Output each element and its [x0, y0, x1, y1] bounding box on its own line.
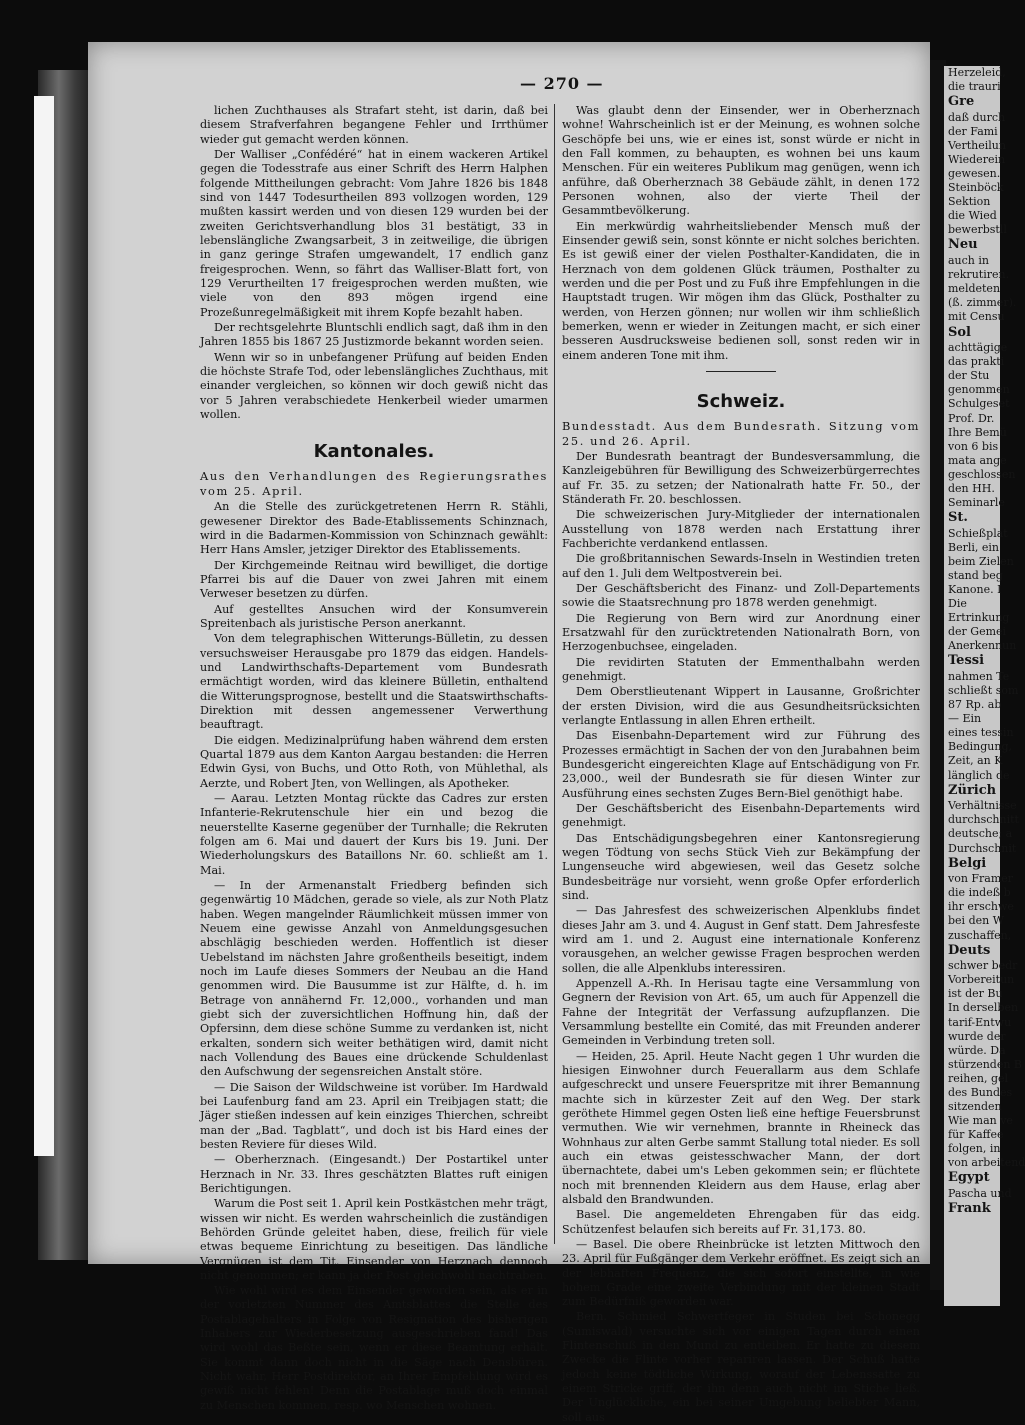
next-page-fragment: die indeß b — [948, 886, 1011, 900]
next-page-fragment: Ertrinkung — [948, 611, 1010, 625]
next-page-fragment: St. — [948, 510, 968, 526]
next-page-fragment: Ihre Bemü — [948, 425, 1007, 439]
left-intro-4: Wenn wir so in unbefangener Prüfung auf beiden Enden die höchste Strafe Tod, oder lebenslängliches Zuchthaus, mit einander vergleichen, so können wir doch gewiß nicht das vor 5 Jahren verabschiedete Henkerbeil wieder umarmen wollen. — [200, 350, 548, 421]
next-page-fragment: Kanone. I — [948, 583, 1002, 596]
article-paragraph: Die eidgen. Medizinalprüfung haben während dem ersten Quartal 1879 aus dem Kanton Aargau bestanden: die Herren Edwin Gysi, von Buchs, und Otto Roth, von Mühlethal, als Aerzte, und Robert Jten, von Wellingen, als Apotheker. — [200, 733, 548, 790]
article-paragraph: — Heiden, 25. April. Heute Nacht gegen 1 Uhr wurden die hiesigen Einwohner durch Feuerallarm aus dem Schlafe aufgeschreckt und unsere Feuerspritze mit ihrer Bemannung machte sich in kürzester Zeit auf den Weg. Der stark geröthete Himmel gegen Osten ließ eine heftige Feuersbrunst vermuthen. Wie wir vernehmen, brannte in Rheineck das Wohnhaus zur alten Gerbe sammt Stallung total nieder. Es soll auch ein etwas geistesschwacher Mann, der dort übernachtete, dabei um's Leben gekommen sein; er flüchtete noch mit brennenden Kleidern aus dem Hause, erlag aber alsbald den Brandwunden. — [562, 1049, 920, 1206]
next-page-fragment: der Stu — [948, 369, 990, 383]
next-page-fragment: die trauri — [948, 80, 1001, 94]
article-paragraph: Der Bundesrath beantragt der Bundesversammlung, die Kanzleigebühren für Bewilligung des Schweizerbürgerrechtes auf Fr. 35. zu setzen; der Nationalrath hatte Fr. 50., der Ständerath Fr. 20. beschlossen. — [562, 450, 920, 507]
column-divider — [554, 104, 555, 1244]
article-paragraph: An die Stelle des zurückgetretenen Herrn R. Stähli, gewesener Direktor des Bade-Etablissements Schinznach, wird in die Badarmen-Kommission von Schinznach gewählt: Herr Hans Amsler, jetziger Direktor des Etablissements. — [200, 500, 548, 557]
article-paragraph: Das Entschädigungsbegehren einer Kantonsregierung wegen Tödtung von sechs Stück Vieh zur Bekämpfung der Lungenseuche wird abgewiesen, weil das Gesetz solche Bundesbeiträge nur vorsieht, wenn große Opfer erforderlich sind. — [562, 831, 920, 902]
next-page-fragment: Bedingung, — [948, 740, 1012, 754]
next-page-fragment: Vorbereitun — [948, 973, 1015, 987]
article-paragraph: — In der Armenanstalt Friedberg befinden sich gegenwärtig 10 Mädchen, gerade so viele, als zur Noth Platz haben. Wegen mangelnder Räumlichkeit müssen immer von Neuem eine gewisse Anzahl von Anmeldungsgesuchen abschlägig beschieden werden. Hoffentlich ist dieser Uebelstand im nächsten Jahre großentheils beseitigt, indem noch im Laufe dieses Sommers der Neubau an die Hand genommen wird. Die Bausumme ist zur Hälfte, d. h. im Betrage von annähernd Fr. 12,000., vorhanden und man giebt sich der zuversichtlichen Hoffnung hin, daß der Opfersinn, dem diese schöne Summe zu verdanken ist, nicht erkalten, sondern sich weiter bethätigen wird, damit nicht nach Vollendung des Baues eine drückende Schuldenlast den Aufschwung der segensreichen Anstalt störe. — [200, 878, 548, 1079]
next-page-fragment: das prakti — [948, 355, 1005, 369]
next-page-fragment: daß durch — [948, 110, 1006, 124]
next-page-fragment: mata ange — [948, 453, 1007, 467]
article-paragraph: — Aarau. Letzten Montag rückte das Cadres zur ersten Infanterie-Rekrutenschule hier ein und bezog die neuerstellte Kaserne gegenüber der Turnhalle; die Rekruten folgen am 6. Mai und dauert der Kurs bis 19. Juni. Der Wiederholungskurs des Bataillons Nr. 60. schließt am 1. Mai. — [200, 792, 548, 877]
next-page-fragment: beim Zielen — [948, 554, 1014, 568]
left-column — [200, 104, 548, 1412]
next-page-fragment: Gre — [948, 94, 975, 110]
next-page-fragment: ihr erschwe — [948, 900, 1014, 914]
middle-column — [562, 104, 920, 1424]
article-paragraph: Der Geschäftsbericht des Finanz- und Zoll-Departements sowie die Staatsrechnung pro 1878 werden genehmigt. — [562, 582, 920, 610]
page-edge — [34, 96, 54, 1156]
next-page-fragment: die Wied — [948, 209, 997, 223]
article-paragraph: Das Eisenbahn-Departement wird zur Führung des Prozesses ermächtigt in Sachen der von den Jurabahnen beim Bundesgericht eingereichten Klage auf Entschädigung von Fr. 23,000., weil der Bundesrath sie für diesen Winter zur Ausführung eines sechsten Zuges Bern-Biel genöthigt habe. — [562, 729, 920, 800]
article-paragraph: — Das Jahresfest des schweizerischen Alpenklubs findet dieses Jahr am 3. und 4. August in Genf statt. Dem Jahresfeste wird am 1. und 2. August eine internationale Konferenz vorausgehen, an welcher gewisse Fragen besprochen werden sollen, die alle Alpenklubs interessiren. — [562, 904, 920, 975]
next-page-fragment: (ß. zimmer). — [948, 296, 1017, 310]
next-page-fragment: wurde der — [948, 1029, 1006, 1043]
next-page-fragment: Tessi — [948, 653, 985, 669]
next-page-fragment: Seminarle — [948, 495, 1005, 509]
next-page-fragment: würde. Da — [948, 1043, 1006, 1057]
next-page-fragment: Sol — [948, 324, 971, 340]
next-page-fragment: achttägige — [948, 341, 1008, 355]
next-page-fragment: den HH. — [948, 481, 995, 495]
next-page-fragment: meldeten — [948, 282, 1001, 296]
article-paragraph: Auf gestelltes Ansuchen wird der Konsumverein Spreitenbach als juristische Person anerkannt. — [200, 602, 548, 631]
next-page-fragment: länglich de — [948, 768, 1010, 782]
next-page-fragment: deutsche; a — [948, 827, 1013, 841]
next-page-fragment: des Bundes — [948, 1085, 1013, 1099]
next-page-fragment: Neu — [948, 237, 978, 253]
article-paragraph: — Basel. Die obere Rheinbrücke ist letzten Mittwoch den 23. April für Fußgänger dem Verkehr eröffnet. Es zeigt sich an der lebhaften Frequenz, die sich sofort einstellte, in wie hohem Grade eine zweite Verbindung mit der kleinen Stadt zum Bedürfniß geworden war. — [562, 1237, 920, 1309]
next-page-fragment: reihen, gel — [948, 1071, 1009, 1085]
article-paragraph: — Oberherznach. (Eingesandt.) Der Postartikel unter Herznach in Nr. 33. Ihres geschätzten Blattes ruft einigen Berichtigungen. — [200, 1153, 548, 1195]
next-page-fragment: Schulgeset — [948, 397, 1010, 411]
next-page-fragment: eines tessin — [948, 726, 1014, 740]
section-subheading: Bundesstadt. Aus dem Bundesrath. Sitzung vom 25. und 26. April. — [562, 418, 920, 448]
next-page-fragment: bewerbstll — [948, 223, 1007, 237]
next-page-fragment: sitzenden — [948, 1100, 1002, 1113]
next-page-fragment: nahmen Te — [948, 670, 1010, 684]
next-page-fragment: tarif-Entwu — [948, 1015, 1012, 1029]
article-paragraph: — Die Saison der Wildschweine ist vorüber. Im Hardwald bei Laufenburg fand am 23. April ein Treibjagen statt; die Jäger stießen indessen auf kein einziges Thierchen, schreibt man der „Bad. Tagblatt“, und doch ist bis Hard eines der besten Reviere für dieses Wild. — [200, 1080, 548, 1151]
next-page-fragment: ist der Bu — [948, 987, 1003, 1001]
mid-intro-1: Was glaubt denn der Einsender, wer in Oberherznach wohne! Wahrscheinlich ist er der Meinung, es wohnen solche Geschöpfe bei uns, wie er eines ist, sonst würde er nicht in den Fall kommen, zu behaupten, es wohnen bei uns kaum Menschen. Für ein weiteres Publikum mag genügen, wenn ich anführe, daß Oberherznach 38 Gebäude zählt, in denen 172 Personen wohnen, also der vierte Theil der Gesammtbevölkerung. — [562, 104, 920, 218]
next-page-fragment: der Gemei — [948, 625, 1007, 639]
article-paragraph: Die großbritannischen Sewards-Inseln in Westindien treten auf den 1. Juli dem Weltpostverein bei. — [562, 552, 920, 580]
next-page-fragment: Deuts — [948, 942, 991, 958]
next-page-fragment: Durchschnit — [948, 841, 1017, 855]
left-intro-2: Der Walliser „Confédéré“ hat in einem wackeren Artikel gegen die Todesstrafe aus einer Schrift des Herrn Halphen folgende Mittheilungen gebracht: Vom Jahre 1826 bis 1848 sind von 1447 Todesurtheilen 893 vollzogen worden, 129 mußten kassirt werden und von diesen 129 wurden bei der zweiten Gerichtsverhandlung blos 31 bestätigt, 33 in lebenslängliche Zwangsarbeit, 3 in zeitweilige, die übrigen in ganz geringe Strafen umgewandelt, 17 endlich ganz freigesprochen. Wenn, so fährt das Walliser-Blatt fort, von 129 Verurtheilten 17 freigesprochen werden mußten, wie viele von den 893 mögen irgend eine Prozeßunregelmäßigkeit mit ihrem Kopfe bezahlt haben. — [200, 147, 548, 319]
next-page-fragment: Schießplat — [948, 526, 1008, 540]
next-page-fragment: Wie man ve — [948, 1114, 1013, 1128]
left-intro-3: Der rechtsgelehrte Bluntschli endlich sagt, daß ihm in den Jahren 1855 bis 1867 25 Justizmorde bekannt worden seien. — [200, 320, 548, 349]
next-page-fragment: von 6 bis — [948, 439, 999, 453]
next-page-fragment: Frank — [948, 1201, 991, 1217]
next-page-fragment: Vertheilun — [948, 138, 1006, 152]
next-page-fragment: genommen — [948, 383, 1010, 397]
next-page-fragment: Zürich — [948, 782, 997, 798]
next-page-fragment: Zeit, an K — [948, 754, 1003, 768]
section-heading-schweiz: Schweiz. — [696, 390, 786, 412]
article-paragraph: Dem Oberstlieutenant Wippert in Lausanne, Großrichter der ersten Division, wird die aus Gesundheitsrücksichten verlangte Entlassung in allen Ehren ertheilt. — [562, 685, 920, 728]
next-page-fragment: mit Censu — [948, 310, 1005, 324]
next-page-fragment: schwer bedr — [948, 959, 1018, 973]
next-page-fragment: stürzenden B — [948, 1057, 1023, 1071]
next-page-fragment: gewesen. — [948, 167, 1001, 181]
article-paragraph: Die revidirten Statuten der Emmenthalbahn werden genehmigt. — [562, 655, 920, 684]
next-page-fragment: rekrutiren. — [948, 268, 1010, 282]
next-page-fragment: geschlossen — [948, 467, 1016, 481]
next-page-fragment: Die — [948, 597, 967, 611]
section-subheading: Aus den Verhandlungen des Regierungsrathes vom 25. April. — [200, 469, 548, 498]
page-number-value: 270 — [543, 74, 580, 93]
next-page-fragment: In derselben — [948, 1001, 1019, 1015]
mid-intro-2: Ein merkwürdig wahrheitsliebender Mensch muß der Einsender gewiß sein, sonst könnte er nicht solches berichten. Es ist gewiß einer der vielen Posthalter-Kandidaten, die in Herznach von dem goldenen Glück träumen, Posthalter zu werden und die per Post und zu Fuß ihre Empfehlungen in die Hauptstadt trugen. Wir mögen ihm das Glück, Posthalter zu werden, von Herzen gönnen; nur wollen wir ihm schließlich bemerken, wenn er wieder in Zeitungen macht, er sich einer besseren Ausdrucksweise bedienen soll, sonst reden wir in einem anderen Tone mit ihm. — [562, 219, 920, 362]
article-paragraph: Der Geschäftsbericht des Eisenbahn-Departements wird genehmigt. — [562, 802, 920, 830]
next-page-fragment: Steinböck — [948, 181, 1004, 195]
next-page-fragment: Verhältnisse — [948, 799, 1017, 813]
next-page-fragment: Pascha und — [948, 1187, 1012, 1201]
next-page-fragment: 87 Rp. ab — [948, 698, 1002, 712]
article-paragraph: Die schweizerischen Jury-Mitglieder der internationalen Ausstellung von 1878 werden nach Erstattung ihrer Fachberichte verdankend entlassen. — [562, 508, 920, 551]
next-page-fragment: durchschnitt — [948, 813, 1019, 827]
article-paragraph: Warum die Post seit 1. April kein Postkästchen mehr trägt, wissen wir nicht. Es werden wahrscheinlich die zuständigen Behörden Gründe geleitet haben, diese, freilich für viele etwas bequeme Einrichtung zu beseitigen. Das ländliche Vergnügen ist dem Tit. Einsender von Herznach dennoch nicht genommen; er kann ja der Post gleichwohl nachtraben. — [200, 1197, 548, 1282]
section-heading-kantonales: Kantonales. — [313, 441, 435, 463]
separator-rule — [706, 371, 776, 372]
article-paragraph: Bern. Schmied Schwertfeger in Studen bei Schonegg (Sumiswald) versuchte sich vor einigen Tagen durch einen Flintenschuß in den Mund zu entleiben. Er hatte zu diesem Zwecke die Flinte vorher repariren lassen. Der Schuß hatte jedoch keine tödtliche Wirkung, worauf der Lebenssatte zu einem Stricke griff, der ihn denn auch nicht im Stiche ließ. Der Unglückliche, ein bei seiner Umgebung beliebter Mann, soll aus — [562, 1310, 920, 1424]
next-page-fragment: Sektion — [948, 195, 991, 209]
article-paragraph: Der Kirchgemeinde Reitnau wird bewilliget, die dortige Pfarrei bis auf die Dauer von zwei Jahren mit einem Verweser besetzen zu dürfen. — [200, 558, 548, 601]
next-page-fragment: — Ein — [948, 712, 982, 726]
next-page-fragment: zuschaffen, — [948, 928, 1012, 942]
next-page-fragment: Egypt — [948, 1170, 990, 1186]
left-intro-1: lichen Zuchthauses als Strafart steht, ist darin, daß bei diesem Strafverfahren begangene Fehler und Irrthümer wieder gut gemacht werden können. — [200, 104, 548, 146]
next-page-fragment: auch in — [948, 254, 989, 268]
next-page-fragment: Anerkennun — [948, 639, 1017, 653]
article-paragraph: Wie wohl wird es dem Einsender geworden sein, als er in der vorletzten Nummer des Amtsblattes die Stelle des Postablagehalters in Folge von Resignation des bisherigen Inhabers zur Wiederbesetzung ausgeschrieben fand! Das wird wohl das Beßte sein, wenn er diese Beamtung erhält. Sie kommt dann doch nicht in die Säge nach Densbüren. Nicht wahr, Herr Postdirektor, an Ihrer Empfehlung wird es gewiß nicht fehlen! Denn die Postablage muß doch einmal zu Menschen kommen, resp. wo Menschen wohnen. — [200, 1284, 548, 1412]
next-page-fragment: Herzeleid, — [948, 66, 1006, 79]
next-page-fragment: von arbeitend — [948, 1156, 1025, 1170]
next-page-edge — [944, 66, 1025, 1306]
article-paragraph: Von dem telegraphischen Witterungs-Bülletin, zu dessen versuchsweiser Herausgabe pro 1879 das eidgen. Handels- und Landwirthschafts-Departement vom Bundesrath ermächtigt worden, wird das kleinere Bülletin, enthaltend die Witterungsprognose, bestellt und die Staatswirthschafts-Direktion mit dessen angemessener Verwerthung beauftragt. — [200, 632, 548, 732]
next-page-fragment: für Kaffee — [948, 1128, 1004, 1142]
article-paragraph: Appenzell A.-Rh. In Herisau tagte eine Versammlung von Gegnern der Revision von Art. 65, um auch für Appenzell die Fahne der Integrität der Verfassung aufzupflanzen. Die Versammlung bestellte ein Comité, das mit Freunden anderer Gemeinden in Verbindung treten soll. — [562, 976, 920, 1048]
next-page-fragment: Belgi — [948, 855, 987, 871]
next-page-fragment: Wiederein — [948, 153, 1006, 167]
next-page-fragment: von Framer — [948, 872, 1014, 886]
next-page-fragment: stand beg — [948, 568, 1003, 582]
next-page-fragment: Prof. Dr. — [948, 411, 995, 425]
page-number: — 270 — — [520, 74, 604, 93]
next-page-fragment: folgen, in — [948, 1142, 1001, 1156]
next-page-fragment: der Fami — [948, 124, 998, 138]
next-page-fragment: schließt som — [948, 684, 1019, 698]
article-paragraph: Basel. Die angemeldeten Ehrengaben für das eidg. Schützenfest belaufen sich bereits auf Fr. 31,173. 80. — [562, 1208, 920, 1236]
next-page-fragment: bei den W — [948, 914, 1005, 928]
article-paragraph: Die Regierung von Bern wird zur Anordnung einer Ersatzwahl für den zurücktretenden Nationalrath Born, von Herzogenbuchsee, eingeladen. — [562, 611, 920, 654]
next-page-fragment: Berli, ein — [948, 540, 999, 554]
